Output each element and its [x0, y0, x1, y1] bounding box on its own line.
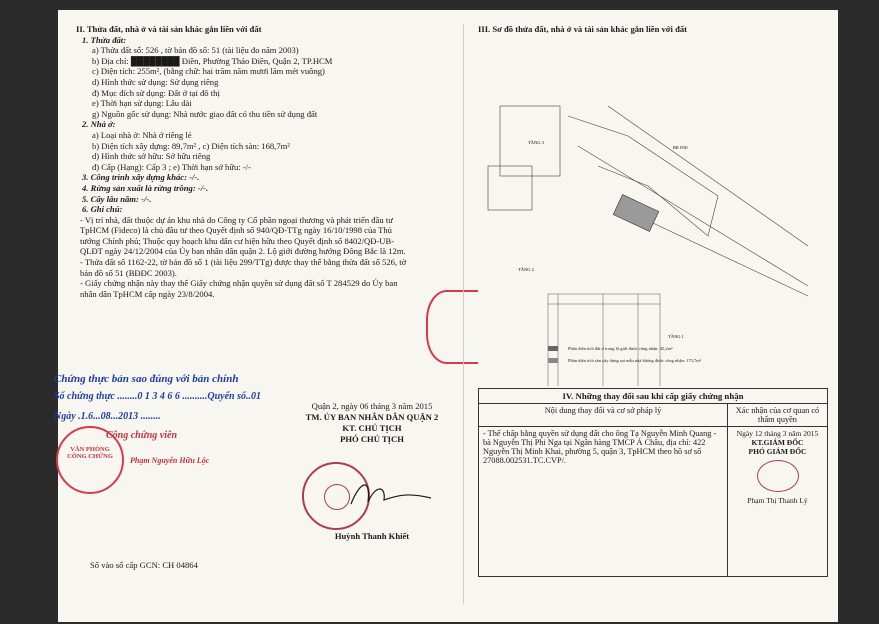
sign-org: TM. ỦY BAN NHÂN DÂN QUẬN 2: [305, 412, 439, 422]
notary-seal: [56, 426, 124, 494]
map-label: TẦNG 3: [528, 140, 544, 145]
land-line: b) Địa chỉ: ████████ Điền, Phường Thảo Điền, Quận 2, TP.HCM: [92, 55, 333, 66]
sign-role-1: KT. CHỦ TỊCH: [342, 423, 402, 433]
confirm-role-1: KT.GIÁM ĐỐC: [751, 438, 804, 447]
right-page: [478, 24, 828, 612]
item-5: 5. Cây lâu năm: -/-.: [82, 193, 152, 204]
house-line: d) Hình thức sở hữu: Sở hữu riêng: [92, 151, 211, 162]
notes: [76, 215, 410, 300]
legend-swatch-2: [548, 358, 558, 363]
section-title-3: III. Sơ đồ thửa đất, nhà ở và tài sản khác gắn liền với đất: [478, 24, 688, 34]
land-line: a) Thửa đất số: 526 , tờ bản đồ số: 51 (tài liệu đo năm 2003): [92, 45, 299, 56]
land-line: g) Nguồn gốc sử dụng: Nhà nước giao đất có thu tiền sử dụng đất: [92, 108, 318, 119]
left-page: [54, 24, 446, 612]
map-label: BĐ 1930: [673, 145, 688, 150]
house-lines: [76, 130, 446, 172]
changes-col-1: Nội dung thay đổi và cơ sở pháp lý: [479, 404, 728, 427]
gcn-number: Số vào sổ cấp GCN: CH 04864: [90, 560, 198, 570]
partial-seal: [426, 290, 478, 364]
office-stamp-text: VĂN PHÒNG CÔNG CHỨNG: [67, 446, 113, 460]
certify-number: Số chứng thực ........0 1 3 4 6 6 ..........Quyển số..01: [54, 391, 261, 402]
confirm-cell: [728, 427, 828, 577]
change-entry: - Thế chấp bằng quyền sử dụng đất cho ông Tạ Nguyễn Minh Quang - bà Nguyễn Thị Phi Nga tại Ngân hàng TMCP Á Châu, địa chỉ: 422 Nguyễn Thị Minh Khai, phường 5, quận 3, TpHCM theo hồ sơ số 27088.002531.TC.CVP/.: [479, 427, 728, 577]
note-item: - Vị trí nhà, đất thuộc dự án khu nhà do Công ty Cổ phần ngoại thương và phát triển đầu tư TpHCM (Fideco) là chủ đầu tư theo Quyết định số 940/QĐ-TTg ngày 16/10/1998 của Thủ tướng Chính phủ; Thuộc quy hoạch khu dân cư hiện hữu theo Quyết định số 8402/QĐ-UB-QLĐT ngày 24/12/2004 của Ủy ban nhân dân quận 2. Lộ giới đường hướng Đông Bắc là 12m.: [80, 214, 406, 257]
item-3: 3. Công trình xây dựng khác: -/-.: [82, 172, 200, 183]
legend-swatch-1: [548, 346, 558, 351]
certify-title: Chứng thực bản sao đúng với bản chính: [54, 373, 239, 385]
page-divider: [463, 24, 464, 604]
land-line: e) Thời hạn sử dụng: Lâu dài: [92, 98, 192, 109]
land-line: d) Hình thức sử dụng: Sử dụng riêng: [92, 76, 219, 87]
sign-role-2: PHÓ CHỦ TỊCH: [340, 434, 404, 444]
notary-label: Công chứng viên: [106, 430, 178, 441]
changes-table: [478, 388, 828, 577]
land-line: đ) Mục đích sử dụng: Đất ở tại đô thị: [92, 87, 220, 98]
notary-name: Phạm Nguyễn Hữu Lộc: [130, 456, 210, 465]
item-6: 6. Ghi chú:: [82, 204, 123, 215]
section-title-2: II. Thửa đất, nhà ở và tài sản khác gắn liền với đất: [76, 24, 262, 34]
note-item: - Thửa đất số 1162-22, tờ bản đồ số 1 (tài liệu 299/TTg) được thay thế bằng thửa đất số 526, tờ bản đồ số 51 (BĐĐC 2003).: [80, 257, 407, 278]
changes-title: IV. Những thay đổi sau khi cấp giấy chứng nhận: [479, 389, 828, 404]
house-heading: 2. Nhà ở:: [82, 119, 116, 130]
document-sheet: [54, 10, 838, 622]
confirm-date: Ngày 12 tháng 3 năm 2015: [736, 429, 819, 438]
map-label: TẦNG 2: [518, 267, 534, 272]
floor-3-plan: [488, 166, 532, 210]
land-map: [478, 46, 828, 396]
item-4: 4. Rừng sản xuất là rừng trồng: -/-.: [82, 182, 209, 193]
signature-block: [272, 401, 472, 445]
confirm-role-2: PHÓ GIÁM ĐỐC: [748, 447, 807, 456]
confirm-name: Phạm Thị Thanh Lý: [747, 496, 808, 505]
changes-col-2: Xác nhận của cơ quan có thẩm quyền: [728, 404, 828, 427]
sign-name: Huỳnh Thanh Khiết: [334, 531, 410, 541]
house-line: b) Diện tích xây dựng: 89,7m² , c) Diện tích sàn: 168,7m²: [92, 140, 290, 151]
legend-1: Phần diện tích đất ở trong lộ giới được công nhận: 45,2m²: [568, 346, 673, 351]
sign-date: Quận 2, ngày 06 tháng 3 năm 2015: [311, 401, 433, 411]
house-line: đ) Cấp (Hạng): Cấp 3 ; e) Thời hạn sở hữu: -/-: [92, 161, 251, 172]
land-line: c) Diện tích: 255m², (bằng chữ: hai trăm năm mươi lăm mét vuông): [92, 66, 325, 77]
legend-2: Phần diện tích sàn xây dựng sai mẫu nhà không được công nhận: 173,7m²: [568, 358, 702, 363]
note-item: - Giấy chứng nhận này thay thế Giấy chứng nhận quyền sử dụng đất số T 284529 do Ủy ban nhân dân TpHCM cấp ngày 23/8/2004.: [80, 278, 398, 299]
certify-date: Ngày .1.6...08...2013 ........: [54, 411, 161, 422]
signature-mark: [346, 474, 436, 514]
confirm-seal: [757, 460, 799, 492]
house-line: a) Loại nhà ở: Nhà ở riêng lẻ: [92, 129, 192, 140]
map-label: TẦNG 1: [668, 334, 684, 339]
land-heading: 1. Thửa đất:: [82, 34, 127, 45]
parcel-diagram: [478, 46, 828, 386]
land-lines: [76, 45, 446, 119]
